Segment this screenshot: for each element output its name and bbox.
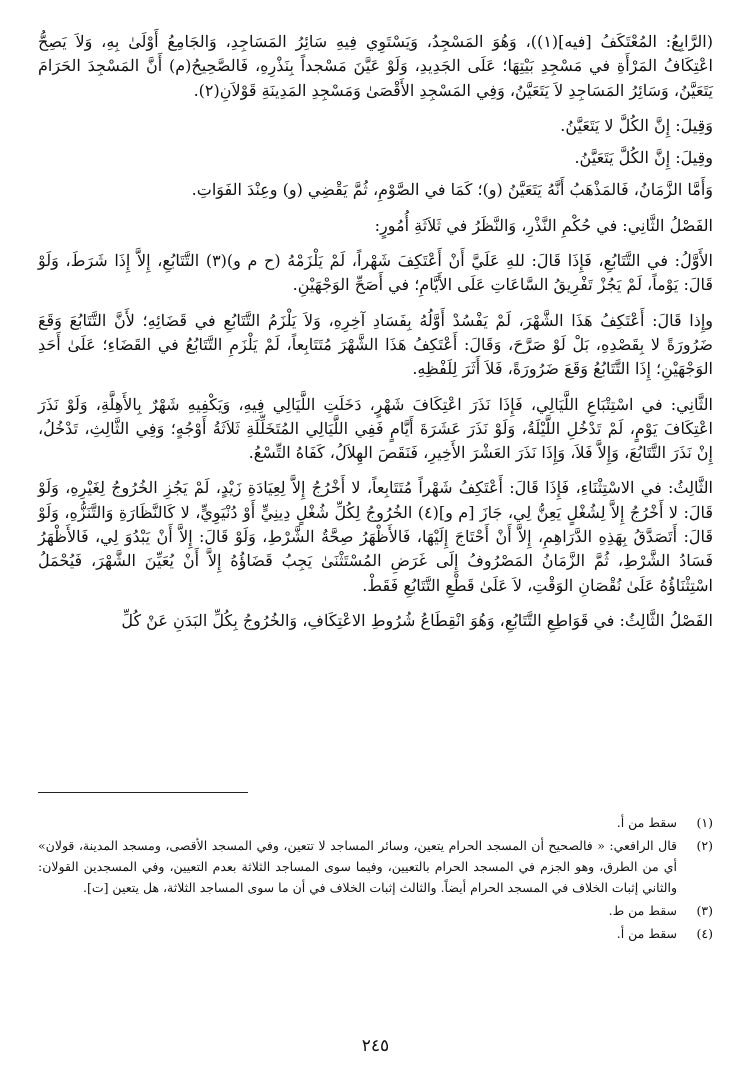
paragraph-first-continuity: الأَوَّلُ: في التَّتَابُعِ، فَإِذَا قَالَ: للهِ عَلَيَّ أَنْ أَعْتَكِفَ شَهْراً، لَمْ يَلْزَمْهُ (ح م و)(٣) التَّتَابُعِ، إِلاَّ إِذَا شَرَطَ، وَلَوْ قَالَ: يَوْماً، لَمْ يَجُزْ تَفْرِيقُ السَّاعَاتِ عَلَى الأَيَّامِ؛ في أَصَحِّ الوَجْهَيْنِ. [38, 251, 713, 295]
footnote [38, 835, 713, 898]
footnote-divider [38, 792, 248, 793]
footnotes [38, 812, 713, 946]
footnote-number: (٣) [696, 903, 713, 918]
section-heading-third: الفَصْلُ الثَّالِثُ: في قَوَاطِعِ التَّتَابُعِ، وَهُوَ انْقِطَاعُ شُرُوطِ الاعْتِكَافِ، وَالخُرُوجُ بِكُلِّ البَدَنِ عَنْ كُلِّ [121, 610, 713, 630]
section-heading-second: الفَصْلُ الثَّانِي: في حُكْمِ النَّذْرِ، وَالنَّظَرُ في ثَلاَثَةِ أُمُورٍ: [374, 215, 713, 235]
footnote-number: (٤) [696, 926, 713, 941]
footnote-number: (١) [696, 815, 713, 830]
paragraph-opinion-all: وقِيلَ: إِنَّ الكُلَّ يَتَعَيَّنُ. [574, 148, 713, 168]
footnote-text: سقط من أ. [616, 815, 677, 830]
footnote [38, 923, 713, 944]
paragraph-this-month: وإِذا قَالَ: أَعْتَكِفُ هَذَا الشَّهْرَ، لَمْ يَفْسُدْ أَوَّلُهُ بِفَسَادِ آخِرِهِ، وَلاَ يَلْزَمُ التَّتَابُعِ في قَضَائِهِ؛ لأَنَّ التَّتَابُعَ وَقَعَ ضَرُورَةً لا بِقَصْدِهِ، بَلْ لَوْ صَرَّحَ، وَقَالَ: أَعْتَكِفُ هَذَا الشَّهْرَ مُتَتَابِعاً، لَمْ يَلْزَمِ التَّتَابُعُ في القَضَاءِ؛ عَلَىٰ أَحَدِ الوَجْهَيْنِ؛ إِذَا التَّتَابُعُ وَقَعَ ضَرُورَةً، فَلاَ أَثَرَ لِلَفْظِهِ. [38, 310, 713, 379]
footnote-text: سقط من ط. [608, 903, 677, 918]
footnote [38, 900, 713, 921]
paragraph-third-exception: الثَّالِثُ: في الاسْتِثْنَاءِ، فَإِذَا قَالَ: أَعْتَكِفُ شَهْراً مُتَتَابِعاً، لا أَخْرُجُ إِلاَّ لِعِيَادَةِ زَيْدٍ، لَمْ يَجُزِ الخُرُوجُ لِغَيْرِهِ، وَلَوْ قَالَ: لا أَخْرُجُ إِلاَّ لِشُغْلٍ يَعِنُّ لِي، جَازَ [م و](٤) الخُرُوجُ لِكُلِّ شُغْلٍ دِينِيٍّ أَوْ دُنْيَوِيٍّ، لا كَالنَّظَارَةِ وَالتَّنَزُّهِ، وَلَوْ قَالَ: أَتَصَدَّقُ بِهَذِهِ الدَّرَاهِمِ، إِلاَّ أَنْ أَحْتَاجَ إِلَيْهَا، فَالأَظْهَرُ صِحَّةُ الشَّرْطِ، وَلَوْ قَالَ: إِلاَّ أَنْ يَبْدُوَ لِي، فَالأَظْهَرُ فَسَادُ الشَّرْطِ، ثُمَّ الزَّمَانُ المَصْرُوفُ إِلَى غَرَضِ المُسْتَثْنَىٰ يَجِبُ قَضَاؤُهُ إِلاَّ أَنْ يُعَيِّنَ الشَّهْرَ، فَيُحْمَلُ اسْتِثْنَاؤُهُ عَلَىٰ نُقْصَانِ الوَقْتِ، لاَ عَلَىٰ قَطْعِ التَّتَابُعِ فَقَطْ. [38, 478, 713, 595]
footnote-number: (٢) [696, 838, 713, 853]
paragraph-opinion-none: وَقِيلَ: إِنَّ الكُلَّ لا يَتَعَيَّنُ. [560, 115, 713, 135]
main-text [38, 30, 713, 644]
page-number: ٢٤٥ [361, 1036, 390, 1056]
paragraph-time: وَأَمَّا الزَّمَانُ، فَالمَذْهَبُ أَنَّهُ يَتَعَيَّنُ (و)؛ كَمَا في الصَّوْمِ، ثُمَّ يَقْضِي (و) وعِنْدَ الفَوَاتِ. [191, 180, 713, 200]
footnote [38, 812, 713, 833]
paragraph-fourth-pillar: (الرَّابِعُ: المُعْتَكَفُ [فيه](١))، وَهُوَ المَسْجِدُ، وَيَسْتَوِي فِيهِ سَائِرُ المَسَاجِدِ، وَالجَامِعُ أَوْلَىٰ بِهِ، وَلاَ يَصِحُّ اعْتِكَافُ المَرْأَةِ في مَسْجِدِ بَيْتِهَا؛ عَلَى الجَدِيدِ، وَلَوْ عَيَّنَ مَسْجداً بِنَذْرِهِ، فَالصَّحِيحُ(م) أَنَّ المَسْجِدَ الحَرَامَ يَتَعَيَّنُ، وَسَائِرُ المَسَاجِدِ لاَ يَتَعَيَّنُ، وَفِي المَسْجِدِ الأَقْصَىٰ وَمَسْجِدِ المَدِينَةِ قَوْلاَنِ(٢). [38, 32, 713, 100]
footnote-text: سقط من أ. [616, 926, 677, 941]
footnote-text: قال الرافعي: « فالصحيح أن المسجد الحرام يتعين، وسائر المساجد لا تتعين، وفي المسجد الأقصى، ومسجد المدينة، قولان» أي من الطرق، وهو الجزم في المسجد الحرام بالتعيين، وفيما سوى المساجد الثلاثة بعدم التعيين، وفي المسجدين القولان: والثاني إثبات الخلاف في المسجد الحرام أيضاً. والثالث إثبات الخلاف في أن ما سوى المساجد الثلاثة، هل يتعين [ت]. [38, 838, 677, 895]
paragraph-second-nights: الثَّانِي: في اسْتِتْبَاعِ اللَّيَالِي، فَإِذَا نَذَرَ اعْتِكَافَ شَهْرٍ، دَخَلَتِ اللَّيَالِي فِيهِ، وَيَكْفِيهِ شَهْرٌ بِالأَهِلَّةِ، وَلَوْ نَذَرَ اعْتِكَافَ يَوْمٍ، لَمْ تَدْخُلِ اللَّيْلَةُ، وَلَوْ نَذَرَ عَشَرَةَ أَيَّامٍ فَفِي اللَّيَالِي المُتَخَلِّلَةِ ثَلاَثَةُ أَوْجُهٍ؛ وَفِي الثَّالِثِ، تَدْخُلُ، إِنْ نَذَرَ التَّتَابُعَ، وَإِلاَّ فَلاَ، وَإِذَا نَذَرَ العَشْرَ الأَخِيرِ، فَنَقَصَ الهِلاَلُ، كَفَاهُ التِّسْعُ. [38, 394, 713, 463]
